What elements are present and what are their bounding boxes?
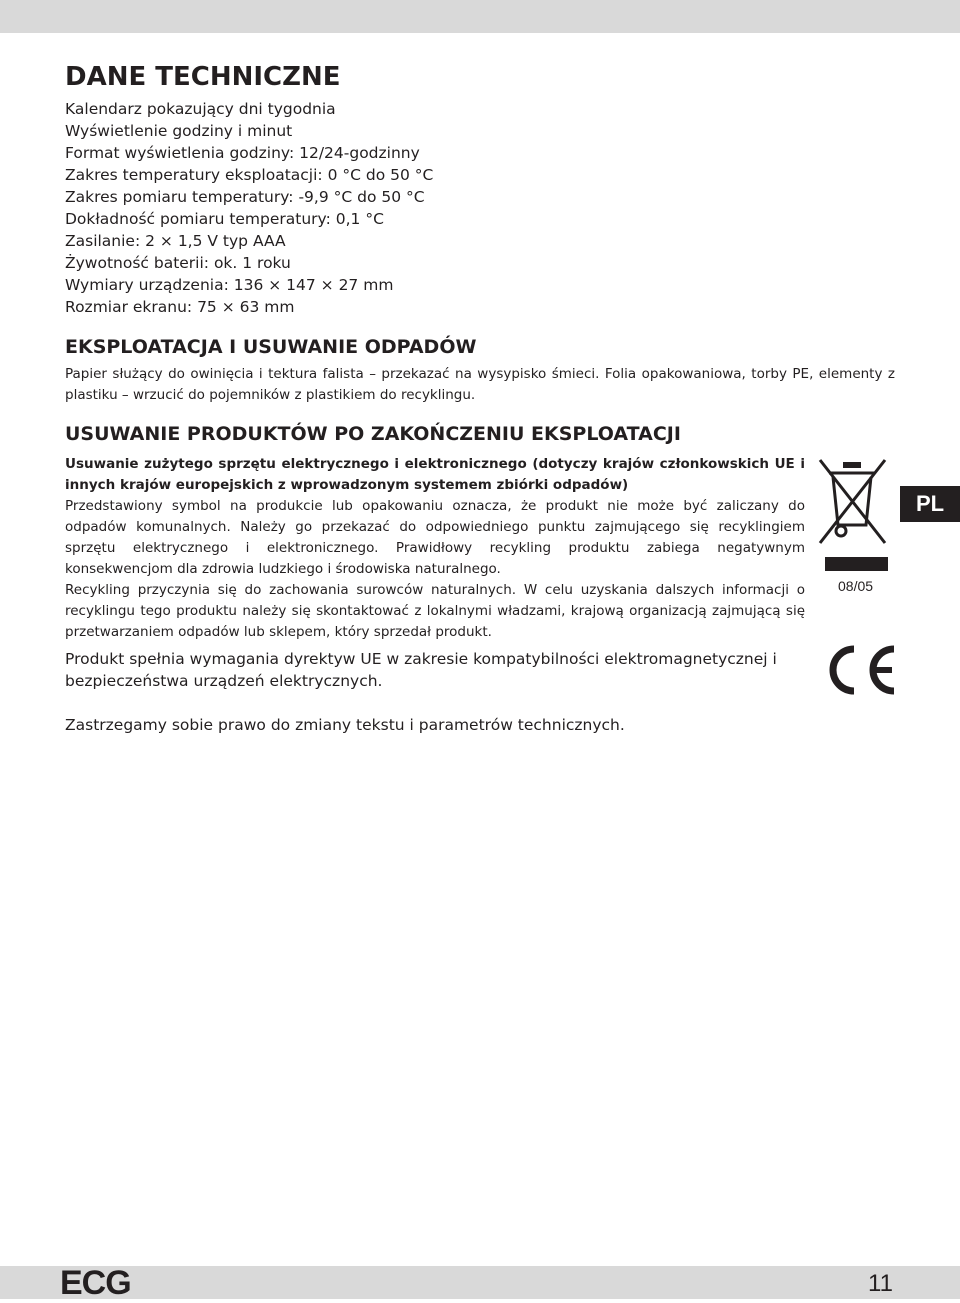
spec-line: Zasilanie: 2 × 1,5 V typ AAA	[65, 232, 286, 250]
spec-line: Zakres pomiaru temperatury: -9,9 °C do 50 °C	[65, 188, 425, 206]
spec-line: Żywotność baterii: ok. 1 roku	[65, 254, 291, 272]
disposal-heading: USUWANIE PRODUKTÓW PO ZAKOŃCZENIU EKSPLOATACJI	[65, 423, 681, 445]
spec-line: Wymiary urządzenia: 136 × 147 × 27 mm	[65, 276, 394, 294]
footer-band	[0, 1266, 960, 1299]
spec-line: Dokładność pomiaru temperatury: 0,1 °C	[65, 210, 384, 228]
weee-bar	[825, 557, 888, 571]
disposal-bold-text: Usuwanie zużytego sprzętu elektrycznego i elektronicznego (dotyczy krajów członkowskich UE i innych krajów europejskich z wprowadzonym systemem zbiórki odpadów)	[65, 456, 805, 493]
spec-list	[65, 98, 665, 318]
packaging-heading: EKSPLOATACJA I USUWANIE ODPADÓW	[65, 336, 477, 358]
spec-line: Kalendarz pokazujący dni tygodnia	[65, 100, 336, 118]
page-number: 11	[868, 1270, 893, 1297]
disposal-text-2: Recykling przyczynia się do zachowania surowców naturalnych. W celu uzyskania dalszych informacji o recyklingu tego produktu należy się skontaktować z lokalnymi władzami, krajową organizacją zajmującą się przetwarzaniem odpadów lub sklepem, który sprzedał produkt.	[65, 582, 805, 640]
ce-mark-icon	[820, 643, 896, 697]
spec-line: Zakres temperatury eksploatacji: 0 °C do 50 °C	[65, 166, 434, 184]
spec-line: Format wyświetlenia godziny: 12/24-godzinny	[65, 144, 420, 162]
disposal-text-1: Przedstawiony symbol na produkcie lub opakowaniu oznacza, że produkt nie może być zaliczany do odpadów komunalnych. Należy go przekazać do odpowiedniego punktu zajmującego się recyklingiem sprzętu elektrycznego i elektronicznego. Prawidłowy recykling produktu zabiega negatywnym konsekwencjom dla zdrowia ludzkiego i środowiska naturalnego.	[65, 498, 805, 577]
brand-logo: ECG	[60, 1264, 131, 1302]
page-title: DANE TECHNICZNE	[65, 62, 341, 92]
packaging-text: Papier służący do owinięcia i tektura falista – przekazać na wysypisko śmieci. Folia opakowaniowa, torby PE, elementy z plastiku – wrzucić do pojemników z plastikiem do recyklingu.	[65, 366, 895, 403]
language-tab: PL	[900, 486, 960, 522]
spec-line: Rozmiar ekranu: 75 × 63 mm	[65, 298, 295, 316]
weee-code: 08/05	[838, 578, 874, 594]
spec-line: Wyświetlenie godziny i minut	[65, 122, 293, 140]
header-band	[0, 0, 960, 33]
crossed-bin-icon	[815, 455, 890, 550]
ce-statement: Produkt spełnia wymagania dyrektyw UE w zakresie kompatybilności elektromagnetycznej i bezpieczeństwa urządzeń elektrycznych.	[65, 650, 777, 690]
disposal-body	[65, 454, 805, 643]
disclaimer: Zastrzegamy sobie prawo do zmiany tekstu i parametrów technicznych.	[65, 716, 625, 734]
